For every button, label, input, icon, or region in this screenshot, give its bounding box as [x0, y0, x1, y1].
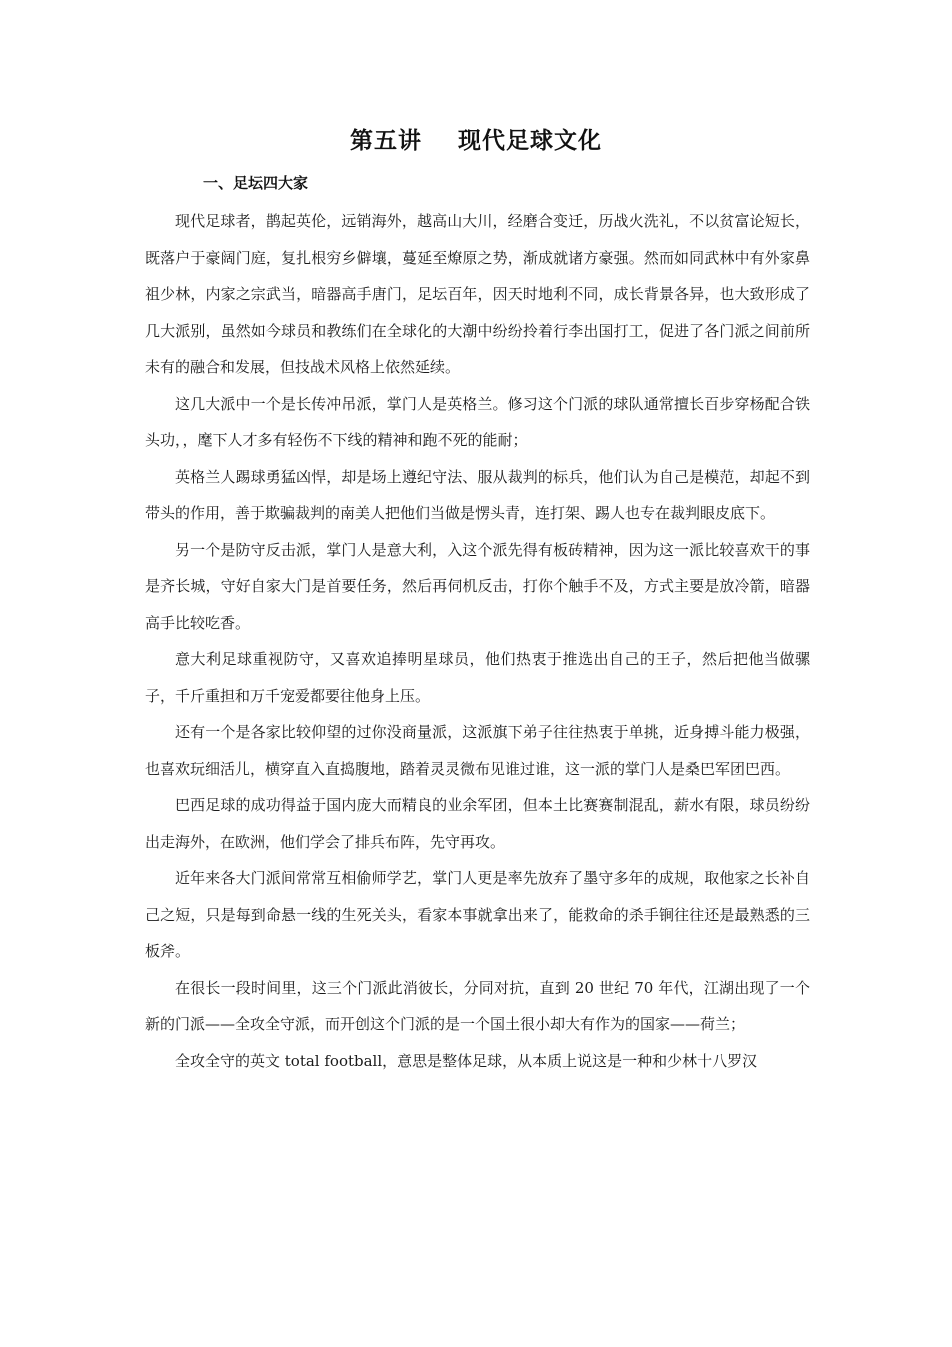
paragraph: 英格兰人踢球勇猛凶悍，却是场上遵纪守法、服从裁判的标兵，他们认为自己是模范，却起不到带头的作用，善于欺骗裁判的南美人把他们当做是愣头青，连打架、踢人也专在裁判眼皮底下。: [145, 467, 810, 522]
paragraph: 全攻全守的英文 total football，意思是整体足球，从本质上说这是一种和少林十八罗汉: [175, 1051, 758, 1070]
paragraph: 在很长一段时间里，这三个门派此消彼长，分同对抗，直到 20 世纪 70 年代，江湖出现了一个新的门派——全攻全守派，而开创这个门派的是一个国土很小却大有作为的国家——荷兰；: [145, 978, 810, 1033]
paragraph: 还有一个是各家比较仰望的过你没商量派，这派旗下弟子往往热衷于单挑，近身搏斗能力极强，也喜欢玩细活儿，横穿直入直捣腹地，踏着灵灵微布见谁过谁，这一派的掌门人是桑巴军团巴西。: [145, 723, 810, 778]
paragraph: 近年来各大门派间常常互相偷师学艺，掌门人更是率先放弃了墨守多年的成规，取他家之长补自己之短，只是每到命悬一线的生死关头，看家本事就拿出来了，能救命的杀手锏往往还是最熟悉的三板斧。: [145, 869, 810, 960]
paragraph: 现代足球者，鹊起英伦，远销海外，越高山大川，经磨合变迁，历战火洗礼，不以贫富论短长，既落户于豪阔门庭，复扎根穷乡僻壤，蔓延至燎原之势，渐成就诸方豪强。然而如同武林中有外家鼻祖少林，内家之宗武当，暗器高手唐门，足坛百年，因天时地利不同，成长背景各异，也大致形成了几大派别，虽然如今球员和教练们在全球化的大潮中纷纷拎着行李出国打工，促进了各门派之间前所未有的融合和发展，但技战术风格上依然延续。: [145, 212, 810, 376]
section-heading: 一、足坛四大家: [203, 174, 309, 192]
page-title: 第五讲 现代足球文化: [349, 128, 603, 154]
paragraph: 这几大派中一个是长传冲吊派，掌门人是英格兰。修习这个门派的球队通常擅长百步穿杨配合铁头功，，麾下人才多有轻伤不下线的精神和跑不死的能耐；: [145, 394, 810, 449]
paragraph: 另一个是防守反击派，掌门人是意大利，入这个派先得有板砖精神，因为这一派比较喜欢干的事是齐长城，守好自家大门是首要任务，然后再伺机反击，打你个触手不及，方式主要是放冷箭，暗器高手比较吃香。: [145, 540, 810, 632]
paragraph: 意大利足球重视防守，又喜欢追捧明星球员，他们热衷于推选出自己的王子，然后把他当做骡子，千斤重担和万千宠爱都要往他身上压。: [145, 650, 810, 705]
body-text: [145, 203, 810, 1079]
paragraph: 巴西足球的成功得益于国内庞大而精良的业余军团，但本土比赛赛制混乱，薪水有限，球员纷纷出走海外，在欧洲，他们学会了排兵布阵，先守再攻。: [145, 796, 810, 851]
